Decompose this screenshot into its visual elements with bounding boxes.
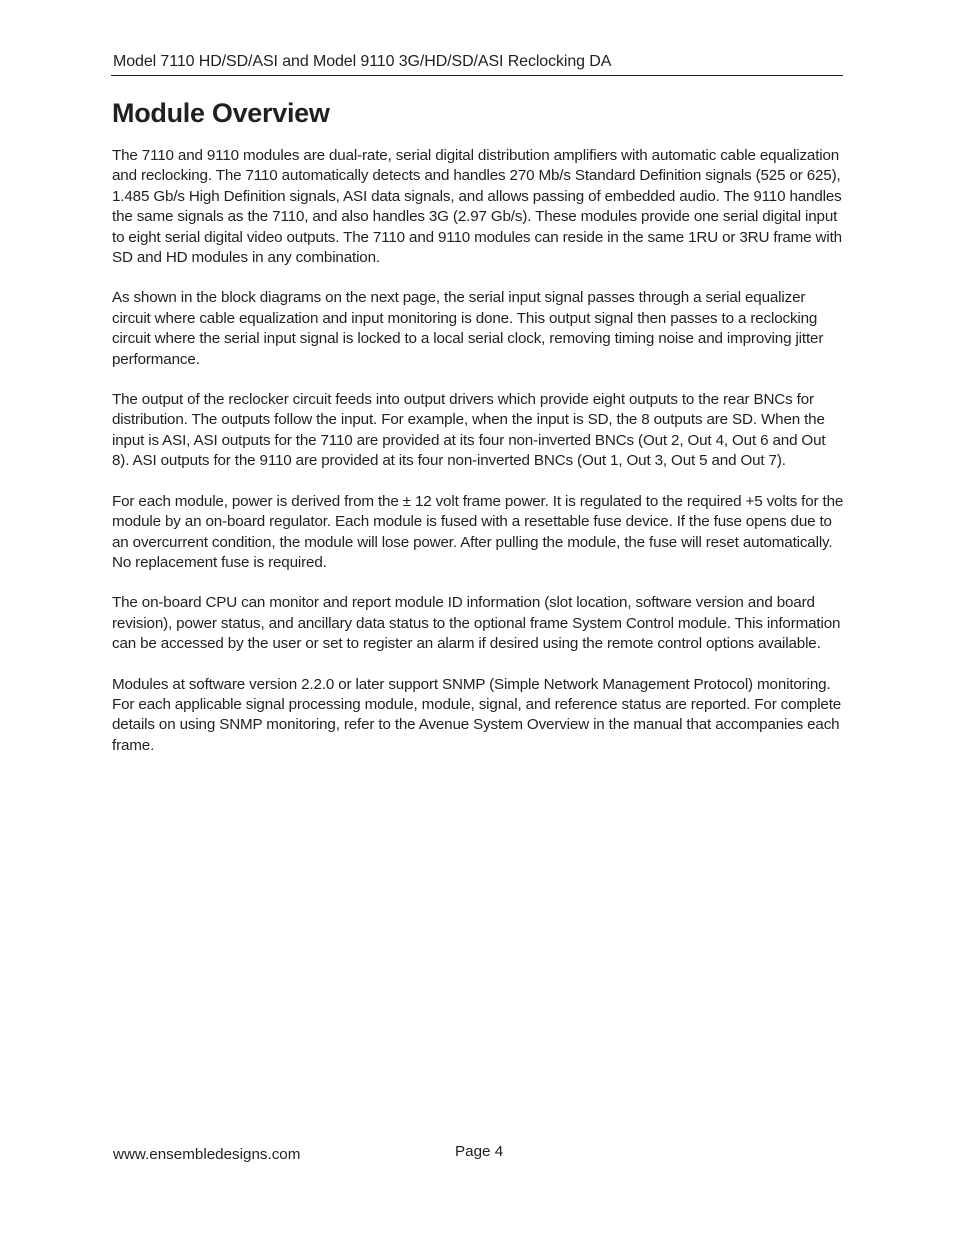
section-title: Module Overview bbox=[112, 98, 330, 128]
header-divider bbox=[111, 75, 843, 76]
footer-website: www.ensembledesigns.com bbox=[113, 1146, 301, 1163]
footer-page-number: Page 4 bbox=[455, 1143, 504, 1160]
paragraph-signal-path: As shown in the block diagrams on the next page, the serial input signal passes through a serial equalizer circuit where cable equalization and input monitoring is done. This output signal then passes to a reclocking circuit where the serial input signal is locked to a local serial clock, removing timing noise and improving jitter performance. bbox=[112, 289, 824, 368]
section-body bbox=[112, 146, 845, 776]
paragraph-overview: The 7110 and 9110 modules are dual-rate, serial digital distribution amplifiers with automatic cable equalization and reclocking. The 7110 automatically detects and handles 270 Mb/s Standard Definition signals (525 or 625), 1.485 Gb/s High Definition signals, ASI data signals, and allows passing of embedded audio. The 9110 handles the same signals as the 7110, and also handles 3G (2.97 Gb/s). These modules provide one serial digital input to eight serial digital video outputs. The 7110 and 9110 modules can reside in the same 1RU or 3RU frame with SD and HD modules in any combination. bbox=[112, 147, 842, 267]
paragraph-cpu-monitoring: The on-board CPU can monitor and report module ID information (slot location, software version and board revision), power status, and ancillary data status to the optional frame System Control module. This information can be accessed by the user or set to register an alarm if desired using the remote control options available. bbox=[112, 594, 841, 653]
paragraph-snmp: Modules at software version 2.2.0 or later support SNMP (Simple Network Management Protocol) monitoring. For each applicable signal processing module, module, signal, and reference status are reported. For complete details on using SNMP monitoring, refer to the Avenue System Overview in the manual that accompanies each frame. bbox=[112, 675, 842, 754]
paragraph-outputs: The output of the reclocker circuit feeds into output drivers which provide eight outputs to the rear BNCs for distribution. The outputs follow the input. For example, when the input is SD, the 8 outputs are SD. When the input is ASI, ASI outputs for the 7110 are provided at its four non-inverted BNCs (Out 2, Out 4, Out 6 and Out 8). ASI outputs for the 9110 are provided at its four non-inverted BNCs (Out 1, Out 3, Out 5 and Out 7). bbox=[112, 391, 826, 470]
running-header: Model 7110 HD/SD/ASI and Model 9110 3G/HD/SD/ASI Reclocking DA bbox=[113, 53, 612, 70]
paragraph-power: For each module, power is derived from the ± 12 volt frame power. It is regulated to the required +5 volts for the module by an on-board regulator. Each module is fused with a resettable fuse device. If the fuse opens due to an overcurrent condition, the module will lose power. After pulling the module, the fuse will reset automatically. No replacement fuse is required. bbox=[112, 492, 844, 571]
